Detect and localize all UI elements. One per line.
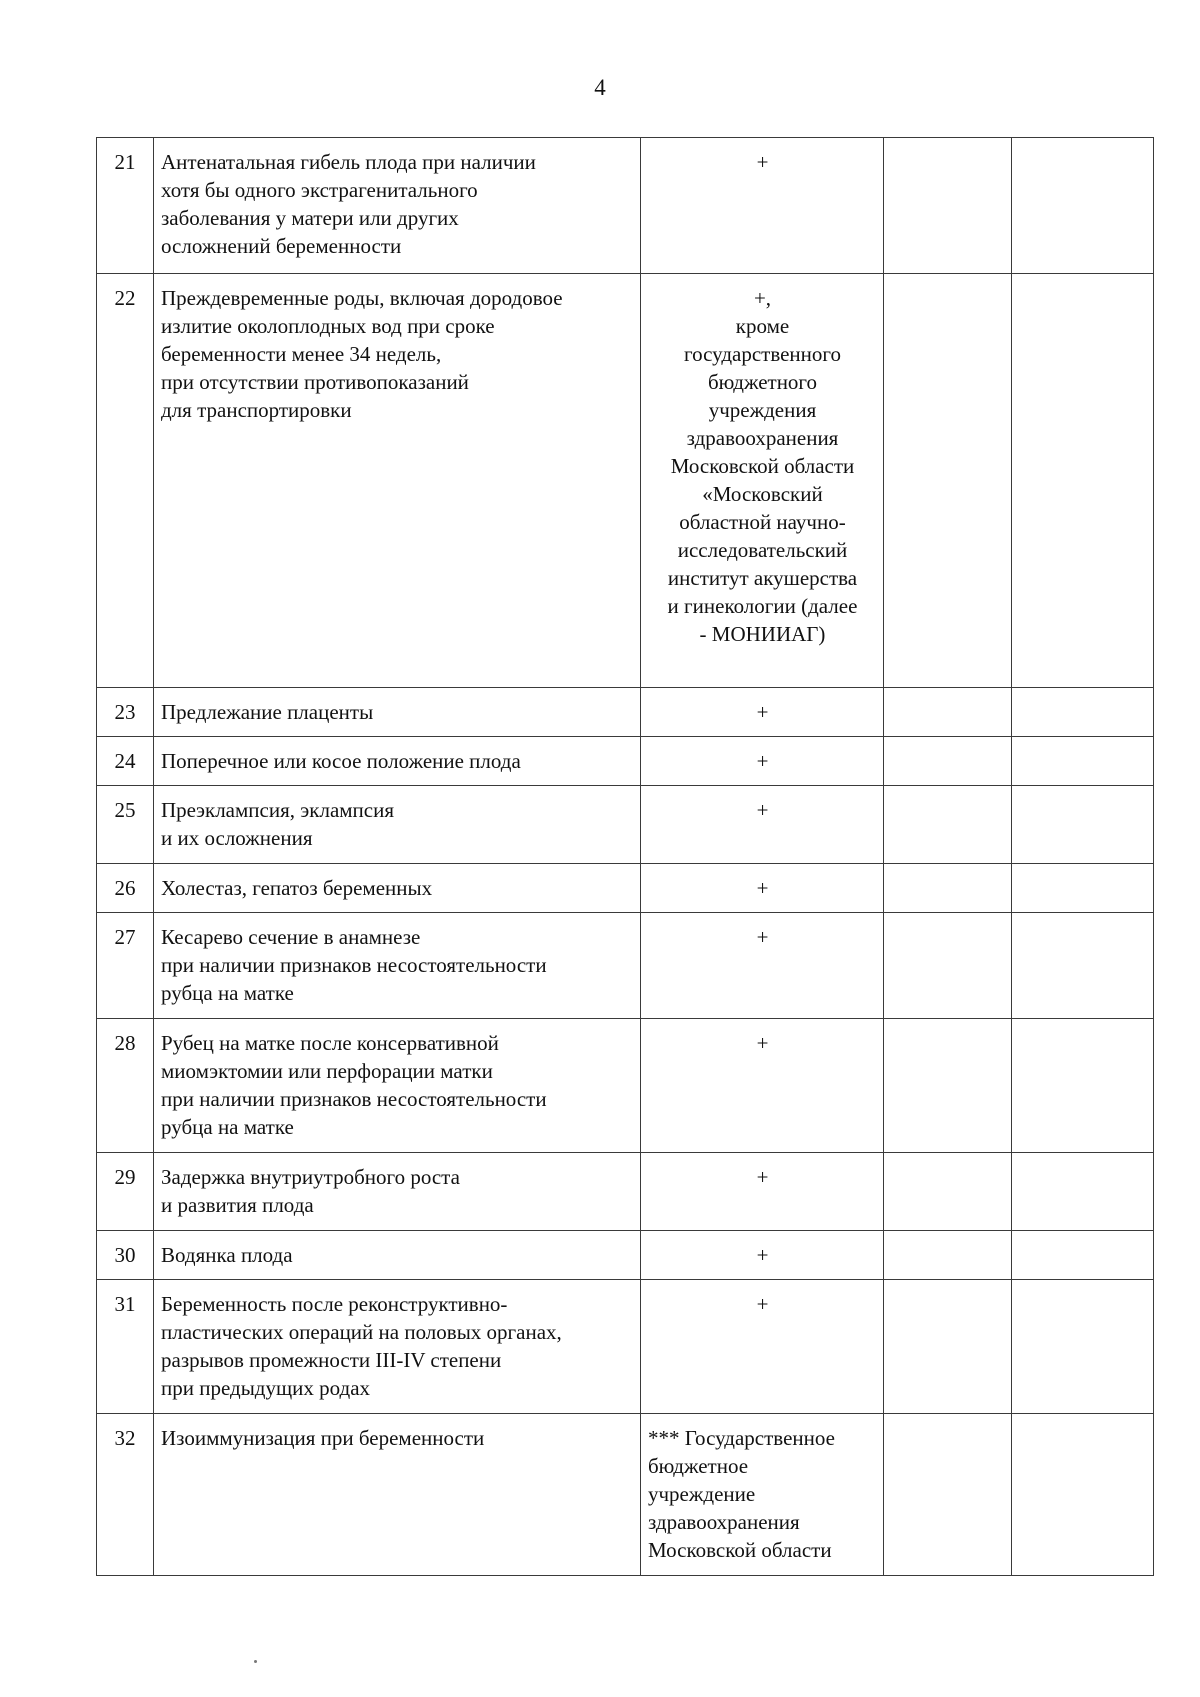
mark-line: кроме: [735, 314, 790, 338]
mark-line: и гинекологии (далее: [667, 594, 858, 618]
empty-cell: [1012, 1414, 1154, 1576]
empty-cell: [884, 737, 1012, 786]
empty-cell: [1012, 786, 1154, 864]
condition-line: при наличии признаков несостоятельности: [161, 1087, 547, 1111]
mark-cell: [641, 1231, 884, 1280]
condition-line: при наличии признаков несостоятельности: [161, 953, 547, 977]
mark-line: +: [756, 150, 769, 174]
condition-cell: [154, 1414, 641, 1576]
empty-cell: [884, 1153, 1012, 1231]
mark-line: Московской области: [670, 454, 855, 478]
condition-line: излитие околоплодных вод при сроке: [161, 314, 495, 338]
condition-line: беременности менее 34 недель,: [161, 342, 442, 366]
row-number: 26: [97, 864, 154, 913]
condition-line: и их осложнения: [161, 826, 313, 850]
mark-line: +: [756, 925, 769, 949]
empty-cell: [884, 913, 1012, 1019]
condition-line: Предлежание плаценты: [161, 700, 374, 724]
mark-cell: [641, 913, 884, 1019]
row-number: 22: [97, 274, 154, 688]
empty-cell: [1012, 688, 1154, 737]
condition-line: рубца на матке: [161, 1115, 294, 1139]
mark-cell: [641, 737, 884, 786]
condition-line: Преэклампсия, эклампсия: [161, 798, 395, 822]
mark-line: бюджетное: [648, 1454, 749, 1478]
condition-cell: [154, 1231, 641, 1280]
empty-cell: [884, 274, 1012, 688]
empty-cell: [1012, 1153, 1154, 1231]
mark-cell: [641, 1019, 884, 1153]
condition-line: Преждевременные роды, включая дородовое: [161, 286, 563, 310]
condition-line: Поперечное или косое положение плода: [161, 749, 521, 773]
empty-cell: [1012, 864, 1154, 913]
empty-cell: [1012, 1280, 1154, 1414]
mark-cell: [641, 274, 884, 688]
condition-line: Задержка внутриутробного роста: [161, 1165, 460, 1189]
condition-cell: [154, 737, 641, 786]
condition-line: Кесарево сечение в анамнезе: [161, 925, 421, 949]
mark-cell: [641, 786, 884, 864]
row-number: 32: [97, 1414, 154, 1576]
row-number: 31: [97, 1280, 154, 1414]
condition-cell: [154, 786, 641, 864]
mark-line: +: [756, 1292, 769, 1316]
condition-line: рубца на матке: [161, 981, 294, 1005]
row-number: 29: [97, 1153, 154, 1231]
mark-line: государственного: [683, 342, 842, 366]
mark-line: +: [756, 1243, 769, 1267]
condition-line: Изоиммунизация при беременности: [161, 1426, 485, 1450]
mark-cell: [641, 688, 884, 737]
mark-line: бюджетного: [707, 370, 818, 394]
mark-cell: [641, 1280, 884, 1414]
table-row: [97, 1019, 1154, 1153]
empty-cell: [884, 864, 1012, 913]
empty-cell: [884, 138, 1012, 274]
table-row: [97, 864, 1154, 913]
condition-line: разрывов промежности III-IV степени: [161, 1348, 502, 1372]
condition-line: при отсутствии противопоказаний: [161, 370, 469, 394]
mark-line: институт акушерства: [667, 566, 858, 590]
empty-cell: [884, 1280, 1012, 1414]
empty-cell: [1012, 913, 1154, 1019]
empty-cell: [884, 1019, 1012, 1153]
empty-cell: [1012, 1019, 1154, 1153]
table-row: [97, 1280, 1154, 1414]
row-number: 24: [97, 737, 154, 786]
mark-line: +: [756, 798, 769, 822]
mark-cell: [641, 1414, 884, 1576]
empty-cell: [884, 688, 1012, 737]
table-row: [97, 786, 1154, 864]
mark-line: здравоохранения: [686, 426, 839, 450]
mark-line: исследовательский: [677, 538, 848, 562]
table-row: [97, 913, 1154, 1019]
row-number: 21: [97, 138, 154, 274]
mark-line: +: [756, 876, 769, 900]
condition-line: Холестаз, гепатоз беременных: [161, 876, 433, 900]
empty-cell: [884, 1414, 1012, 1576]
condition-line: Рубец на матке после консервативной: [161, 1031, 499, 1055]
condition-cell: [154, 1280, 641, 1414]
condition-line: Водянка плода: [161, 1243, 293, 1267]
mark-line: *** Государственное: [648, 1426, 835, 1450]
row-number: 28: [97, 1019, 154, 1153]
condition-line: для транспортировки: [161, 398, 352, 422]
condition-line: при предыдущих родах: [161, 1376, 371, 1400]
condition-line: заболевания у матери или других: [161, 206, 459, 230]
table-row: [97, 737, 1154, 786]
mark-line: здравоохранения: [648, 1510, 800, 1534]
mark-line: учреждение: [648, 1482, 756, 1506]
mark-line: +: [756, 749, 769, 773]
empty-cell: [1012, 138, 1154, 274]
mark-line: областной научно-: [679, 510, 846, 534]
condition-cell: [154, 913, 641, 1019]
condition-cell: [154, 864, 641, 913]
mark-line: +,: [753, 286, 772, 310]
condition-line: осложнений беременности: [161, 234, 402, 258]
row-number: 27: [97, 913, 154, 1019]
condition-line: миомэктомии или перфорации матки: [161, 1059, 493, 1083]
condition-line: Антенатальная гибель плода при наличии: [161, 150, 536, 174]
mark-cell: [641, 138, 884, 274]
empty-cell: [1012, 274, 1154, 688]
empty-cell: [1012, 737, 1154, 786]
row-number: 30: [97, 1231, 154, 1280]
condition-cell: [154, 1153, 641, 1231]
mark-line: учреждения: [708, 398, 817, 422]
condition-line: пластических операций на половых органах,: [161, 1320, 562, 1344]
condition-cell: [154, 274, 641, 688]
table-row: [97, 1231, 1154, 1280]
condition-line: хотя бы одного экстрагенитального: [161, 178, 478, 202]
condition-cell: [154, 138, 641, 274]
criteria-table: [96, 137, 1154, 1576]
mark-line: +: [756, 700, 769, 724]
condition-line: и развития плода: [161, 1193, 314, 1217]
mark-line: +: [756, 1031, 769, 1055]
mark-line: «Московский: [702, 482, 823, 506]
empty-cell: [1012, 1231, 1154, 1280]
table-row: [97, 274, 1154, 688]
condition-cell: [154, 688, 641, 737]
mark-line: Московской области: [648, 1538, 832, 1562]
condition-cell: [154, 1019, 641, 1153]
page-number: 4: [594, 75, 606, 100]
row-number: 23: [97, 688, 154, 737]
table-body: [97, 138, 1154, 1576]
table-row: [97, 138, 1154, 274]
scan-speck: [254, 1660, 257, 1663]
empty-cell: [884, 786, 1012, 864]
condition-line: Беременность после реконструктивно-: [161, 1292, 508, 1316]
mark-line: +: [756, 1165, 769, 1189]
mark-line: - МОНИИАГ): [699, 622, 826, 646]
row-number: 25: [97, 786, 154, 864]
table-row: [97, 1153, 1154, 1231]
mark-cell: [641, 1153, 884, 1231]
mark-cell: [641, 864, 884, 913]
empty-cell: [884, 1231, 1012, 1280]
table-row: [97, 1414, 1154, 1576]
table-row: [97, 688, 1154, 737]
